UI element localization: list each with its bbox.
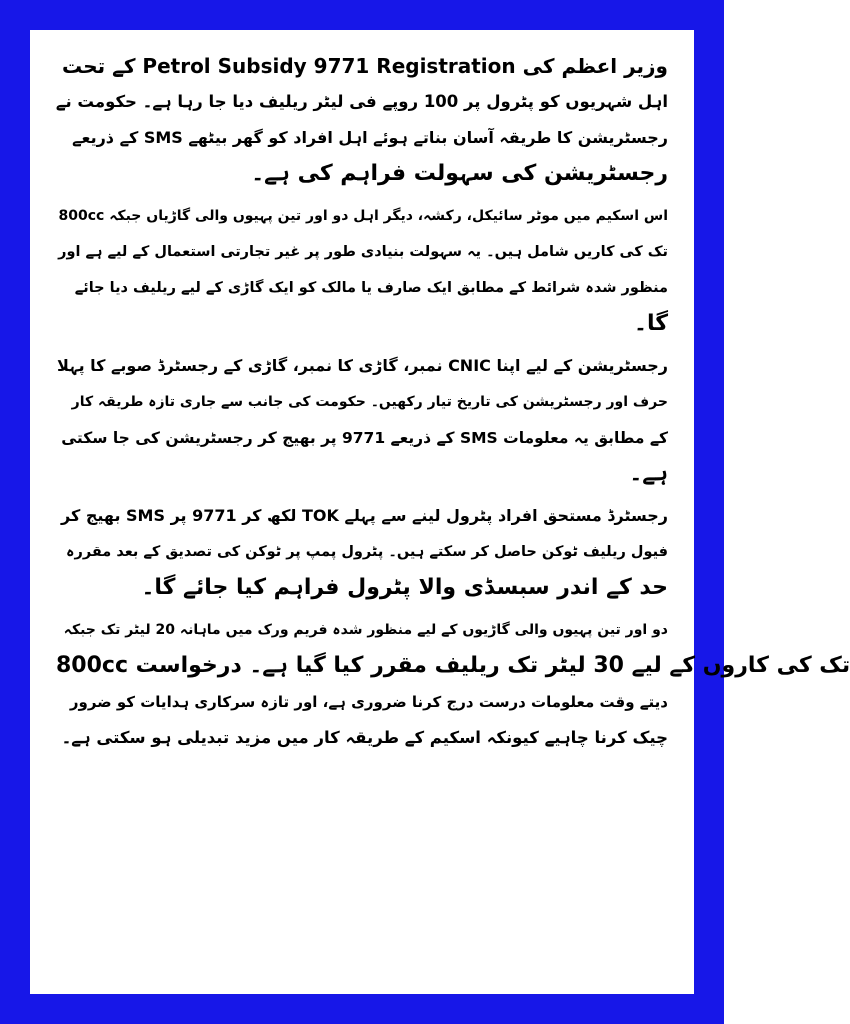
text-line: رجسٹریشن کے لیے اپنا CNIC نمبر، گاڑی کا نمبر، گاڑی کے رجسٹرڈ صوبے کا پہلا (57, 356, 668, 375)
text-line: تک کی کاریں شامل ہیں۔ یہ سہولت بنیادی طور پر غیر تجارتی استعمال کے لیے ہے اور (58, 244, 668, 260)
text-line: اس اسکیم میں موٹر سائیکل، رکشہ، دیگر اہل دو اور تین پہیوں والی گاڑیاں جبکہ 800cc (58, 208, 668, 224)
text-line: کے مطابق یہ معلومات SMS کے ذریعے 9771 پر بھیج کر رجسٹریشن کی جا سکتی (61, 429, 668, 447)
text-line: فیول ریلیف ٹوکن حاصل کر سکتے ہیں۔ پٹرول پمپ پر ٹوکن کی تصدیق کے بعد مقررہ (66, 544, 668, 560)
document-body (30, 30, 850, 994)
text-line: اہل شہریوں کو پٹرول پر 100 روپے فی لیٹر ریلیف دیا جا رہا ہے۔ حکومت نے (55, 92, 668, 111)
text-line: چیک کرنا چاہیے کیونکہ اسکیم کے طریقہ کار میں مزید تبدیلی ہو سکتی ہے۔ (61, 728, 668, 747)
paragraph-registration (56, 348, 668, 492)
text-line: حد کے اندر سبسڈی والا پٹرول فراہم کیا جائے گا۔ (141, 575, 668, 600)
text-line: دو اور تین پہیوں والی گاڑیوں کے لیے منظور شدہ فریم ورک میں ماہانہ 20 لیٹر تک جبکہ (63, 622, 668, 638)
text-line: 800cc تک کی کاروں کے لیے 30 لیٹر تک ریلیف مقرر کیا گیا ہے۔ درخواست (56, 653, 850, 678)
paragraph-intro (56, 48, 668, 192)
text-line: حرف اور رجسٹریشن کی تاریخ تیار رکھیں۔ حکومت کی جانب سے جاری تازہ طریقہ کار (71, 394, 668, 410)
paragraph-eligibility (56, 198, 668, 342)
text-line: ہے۔ (629, 461, 668, 486)
text-line: رجسٹرڈ مستحق افراد پٹرول لینے سے پہلے TOK لکھ کر 9771 پر SMS بھیج کر (61, 506, 668, 525)
text-line: منظور شدہ شرائط کے مطابق ایک صارف یا مالک کو ایک گاڑی کے لیے ریلیف دیا جائے (74, 280, 668, 296)
text-line: رجسٹریشن کی سہولت فراہم کی ہے۔ (251, 161, 668, 186)
text-line: دیتے وقت معلومات درست درج کرنا ضروری ہے، اور تازہ سرکاری ہدایات کو ضرور (69, 693, 668, 711)
text-line: رجسٹریشن کا طریقہ آسان بناتے ہوئے اہل افراد کو گھر بیٹھے SMS کے ذریعے (72, 128, 668, 147)
paragraph-limits (56, 612, 850, 756)
text-line: وزیر اعظم کی Petrol Subsidy 9771 Registration کے تحت (62, 54, 668, 78)
paragraph-token (56, 498, 668, 606)
text-line: گا۔ (634, 311, 668, 336)
